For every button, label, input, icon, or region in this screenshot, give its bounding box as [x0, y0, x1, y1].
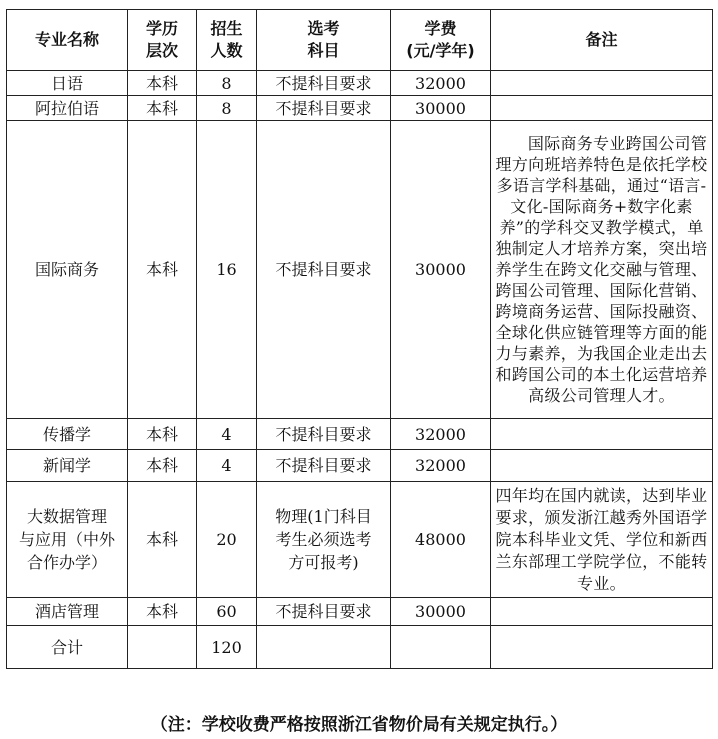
- remark-cell: [491, 96, 713, 121]
- footer-note: （注：学校收费严格按照浙江省物价局有关规定执行。）: [150, 715, 568, 735]
- quota-cell: 20: [197, 482, 257, 598]
- fee-cell: 32000: [391, 71, 491, 96]
- total-remark-cell: [491, 626, 713, 669]
- total-subject-cell: [257, 626, 391, 669]
- remark-cell: 四年均在国内就读，达到毕业要求，颁发浙江越秀外国语学院本科毕业文凭、学位和新西兰东部理工学院学位，不能转专业。: [491, 482, 713, 598]
- fee-cell: 30000: [391, 96, 491, 121]
- header-row: [7, 10, 713, 71]
- level-cell: 本科: [128, 419, 197, 450]
- level-cell: 本科: [128, 71, 197, 96]
- header-quota: 招生 人数: [197, 10, 257, 71]
- quota-cell: 4: [197, 419, 257, 450]
- subject-cell: 不提科目要求: [257, 71, 391, 96]
- remark-cell: [491, 71, 713, 96]
- major-cell: 日语: [7, 71, 128, 96]
- subject-cell: 不提科目要求: [257, 419, 391, 450]
- major-cell: 大数据管理 与应用（中外 合作办学）: [7, 482, 128, 598]
- remark-cell: 国际商务专业跨国公司管理方向班培养特色是依托学校多语言学科基础，通过“语言-文化-国际商务+数字化素养”的学科交叉教学模式，单独制定人才培养方案，突出培养学生在跨文化交融与管理、跨国公司管理、国际化营销、跨境商务运营、国际投融资、全球化供应链管理等方面的能力与素养，为我国企业走出去和跨国公司的本土化运营培养高级公司管理人才。: [491, 121, 713, 419]
- header-subject: 选考 科目: [257, 10, 391, 71]
- quota-cell: 8: [197, 71, 257, 96]
- level-cell: 本科: [128, 96, 197, 121]
- level-cell: 本科: [128, 482, 197, 598]
- header-remarks: 备注: [491, 10, 713, 71]
- major-cell: 新闻学: [7, 450, 128, 482]
- subject-cell: 不提科目要求: [257, 96, 391, 121]
- total-row: [7, 626, 713, 669]
- table-row: [7, 450, 713, 482]
- enrollment-table: [6, 9, 713, 669]
- remark-cell: [491, 419, 713, 450]
- fee-cell: 32000: [391, 450, 491, 482]
- header-level: 学历 层次: [128, 10, 197, 71]
- level-cell: 本科: [128, 598, 197, 626]
- fee-cell: 30000: [391, 598, 491, 626]
- quota-cell: 4: [197, 450, 257, 482]
- total-label: 合计: [7, 626, 128, 669]
- subject-cell: 不提科目要求: [257, 598, 391, 626]
- table-row: [7, 71, 713, 96]
- quota-cell: 8: [197, 96, 257, 121]
- fee-cell: 30000: [391, 121, 491, 419]
- header-major: 专业名称: [7, 10, 128, 71]
- table-row: [7, 598, 713, 626]
- major-cell: 阿拉伯语: [7, 96, 128, 121]
- quota-cell: 16: [197, 121, 257, 419]
- subject-cell: 不提科目要求: [257, 450, 391, 482]
- header-fee: 学费 (元/学年): [391, 10, 491, 71]
- major-cell: 酒店管理: [7, 598, 128, 626]
- quota-cell: 60: [197, 598, 257, 626]
- total-quota: 120: [197, 626, 257, 669]
- level-cell: 本科: [128, 121, 197, 419]
- remark-cell: [491, 598, 713, 626]
- major-cell: 传播学: [7, 419, 128, 450]
- fee-cell: 32000: [391, 419, 491, 450]
- remark-cell: [491, 450, 713, 482]
- fee-cell: 48000: [391, 482, 491, 598]
- table-row: [7, 96, 713, 121]
- major-cell: 国际商务: [7, 121, 128, 419]
- table-row: [7, 121, 713, 419]
- total-fee-cell: [391, 626, 491, 669]
- subject-cell: 不提科目要求: [257, 121, 391, 419]
- level-cell: 本科: [128, 450, 197, 482]
- table-row: [7, 482, 713, 598]
- table-row: [7, 419, 713, 450]
- total-level-cell: [128, 626, 197, 669]
- subject-cell: 物理(1门科目 考生必须选考 方可报考): [257, 482, 391, 598]
